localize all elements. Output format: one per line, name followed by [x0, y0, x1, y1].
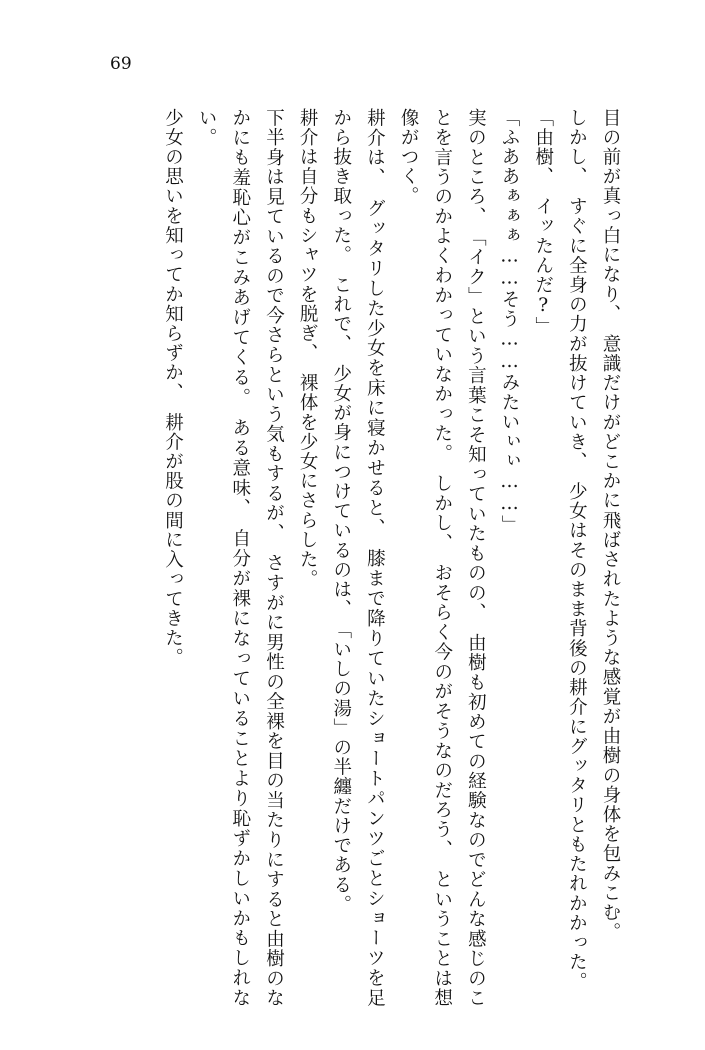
vertical-text-body	[67, 108, 627, 1008]
page-number: 69	[110, 54, 132, 74]
body-paragraph: 「由樹、 イッたんだ?」	[532, 108, 554, 337]
body-paragraph: 下半身は見ているので今さらという気もするが、 さすがに男性の全裸を目の当たりにすると由樹のなかにも羞恥心がこみあげてくる。 ある意味、 自分が裸になっていることより恥ずかしいかもしれない。	[196, 108, 285, 1008]
body-paragraph: 耕介は、 グッタリした少女を床に寝かせると、 膝まで降りていたショートパンツごとショーツを足から抜き取った。 これで、 少女が身につけているのは、 「いしの湯」の半纏だけである。	[330, 108, 386, 1008]
body-paragraph: しかし、 すぐに全身の力が抜けていき、 少女はそのまま背後の耕介にグッタリともたれかかった。	[566, 108, 588, 992]
body-paragraph: 耕介は自分もシャツを脱ぎ、 裸体を少女にさらした。	[297, 108, 319, 589]
body-paragraph: 実のところ、 「イク」という言葉こそ知っていたものの、 由樹も初めての経験なのでどんな感じのことを言うのかよくわかっていなかった。 しかし、 おそらく今のがそうなのだろう、 ということは想像がつく。	[398, 108, 487, 1008]
body-paragraph: 目の前が真っ白になり、 意識だけがどこかに飛ばされたような感覚が由樹の身体を包みこむ。	[600, 108, 621, 942]
body-paragraph: 「ふああぁぁぁ……そう……みたいぃぃ……」	[499, 108, 521, 535]
body-paragraph: 少女の思いを知ってか知らずか、 耕介が股の間に入ってきた。	[162, 108, 184, 668]
